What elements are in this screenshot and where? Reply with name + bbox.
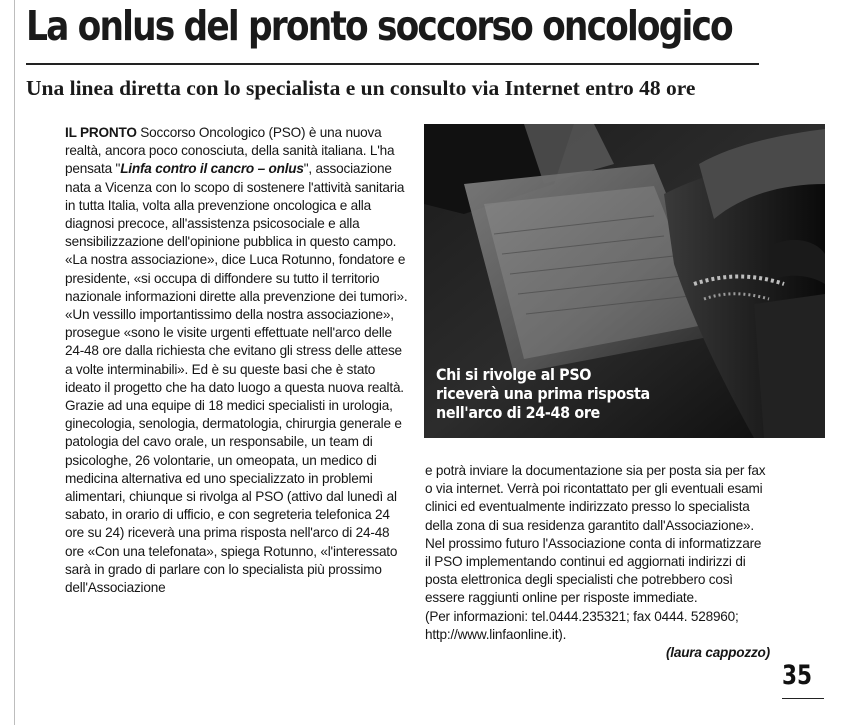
left-margin-rule [14,0,15,725]
headline-divider [26,63,759,65]
lead-caps: IL PRONTO [65,125,137,140]
article-subheadline: Una linea diretta con lo specialista e un consulto via Internet entro 48 ore [26,76,696,100]
article-headline: La onlus del pronto soccorso oncologico [26,2,732,50]
article-column-2 [425,462,770,662]
page-number-rule [782,698,824,699]
article-column-1 [65,124,411,597]
page-number: 35 [782,660,813,691]
contact-info: (Per informazioni: tel.0444.235321; fax 0444. 528960; http://www.linfaonline.it). [425,608,739,642]
body-text-part1: Soccorso Oncologico (PSO) è una nuova realtà, ancora poco conosciuta, della sanità italiana. L'ha pensata " [65,125,395,177]
author-signature: (laura cappozzo) [665,645,770,661]
article-photo [424,124,825,438]
body-text-part2: ", associazione nata a Vicenza con lo scopo di sostenere l'attività sanitaria in tutta Italia, volta alla prevenzione oncologica e alla diagnosi precoce, all'assistenza psicosociale e alla sensibilizzazione dell'opinione pubblica in questo campo. «La nostra associazione», dice Luca Rotunno, fondatore e presidente, «si occupa di diffondere su tutto il territorio nazionale informazioni dirette alla prevenzione dei tumori». «Un vessillo importantissimo della nostra associazione», prosegue «sono le visite urgenti effettuate nell'arco delle 24-48 ore dalla richiesta che evitano gli stress delle attese a volte interminabili». Ed è su queste basi che è stato ideato il progetto che ha dato luogo a questa nuova realtà. Grazie ad una equipe di 18 medici specialisti in urologia, ginecologia, senologia, dermatologia, chirurgia generale e patologia del cavo orale, un responsabile, un team di psicologhe, 26 volontarie, un omeopata, un medico di medicina alternativa ed uno specializzato in problemi alimentari, chiunque si rivolga al PSO (attivo dal lunedì al sabato, in orario di ufficio, e con segreteria telefonica 24 ore su 24) riceverà una prima risposta nell'arco di 24-48 ore «Con una telefonata», spiega Rotunno, «l'interessato sarà in grado di parlare con lo specialista più prossimo dell'Associazione [65,161,408,596]
article-body-paragraph [65,124,411,597]
photo-caption: Chi si rivolge al PSO riceverà una prima risposta nell'arco di 24-48 ore [436,366,650,422]
association-name: Linfa contro il cancro – onlus [120,161,304,177]
article-body-continued: e potrà inviare la documentazione sia per posta sia per fax o via internet. Verrà poi ricontattato per gli eventuali esami clinici ed eventualmente indirizzato presso lo specialista della zona di sua residenza garantito dall'Associazione». Nel prossimo futuro l'Associazione conta di informatizzare il PSO implementando continui ed aggiornati indirizzi di posta elettronica degli specialisti che potrebbero così essere raggiunti online per risposte immediate. [425,463,766,606]
